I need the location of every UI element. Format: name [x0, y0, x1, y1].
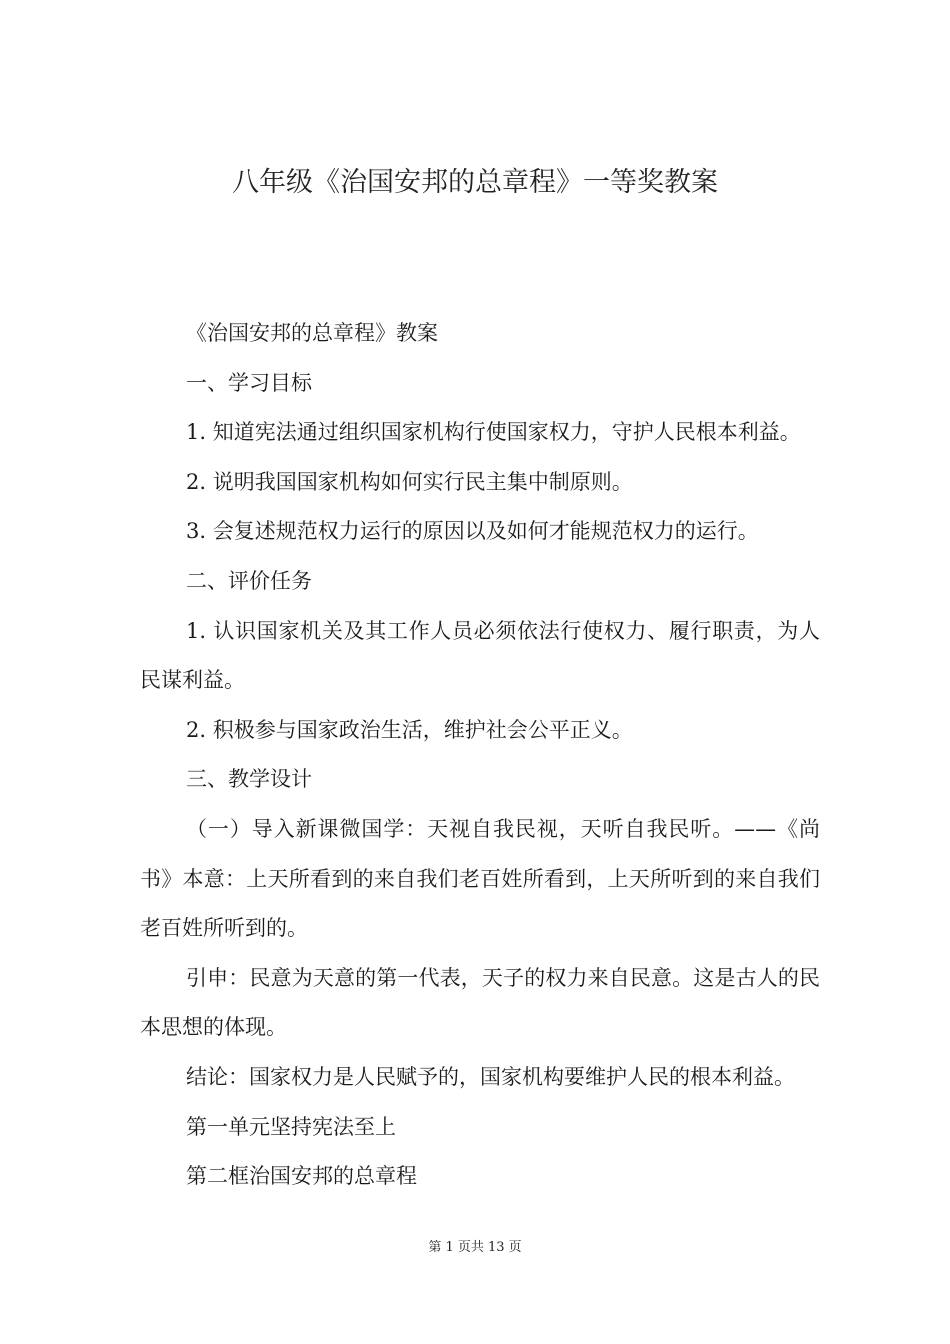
list-item-task-2 [140, 706, 820, 756]
paragraph-text: 第一单元坚持宪法至上 [186, 1114, 396, 1139]
paragraph-text: 《治国安邦的总章程》教案 [186, 321, 438, 345]
list-item-task-1 [140, 607, 820, 706]
list-number: 2. [186, 469, 207, 494]
paragraph-text: 认识国家机关及其工作人员必须依法行使权力、履行职责，为人民谋利益。 [140, 618, 820, 693]
heading-teaching-design [140, 755, 820, 805]
document-body [140, 309, 820, 1202]
list-item-goal-2 [140, 458, 820, 508]
paragraph-unit-title [140, 1103, 820, 1153]
paragraph-lesson-title [140, 309, 820, 359]
paragraph-text: 会复述规范权力运行的原因以及如何才能规范权力的运行。 [212, 519, 759, 544]
paragraph-conclusion [140, 1053, 820, 1103]
list-number: 2. [186, 717, 207, 742]
list-number: 3. [186, 519, 207, 544]
list-item-goal-3 [140, 507, 820, 557]
paragraph-text: 三、教学设计 [186, 767, 312, 792]
page-number-footer: 第 1 页共 13 页 [428, 1240, 522, 1255]
list-item-goal-1 [140, 408, 820, 458]
paragraph-text: 二、评价任务 [186, 568, 312, 593]
paragraph-text: （一）导入新课微国学：天视自我民视，天听自我民听。——《尚书》本意：上天所看到的来自我们老百姓所看到，上天所听到的来自我们老百姓所听到的。 [140, 816, 820, 941]
paragraph-text: 积极参与国家政治生活，维护社会公平正义。 [212, 717, 633, 742]
paragraph-text: 引申：民意为天意的第一代表，天子的权力来自民意。这是古人的民本思想的体现。 [140, 965, 820, 1040]
document-title: 八年级《治国安邦的总章程》一等奖教案 [232, 167, 718, 198]
list-number: 1. [186, 618, 207, 643]
heading-learning-goals [140, 359, 820, 409]
list-number: 1. [186, 420, 207, 445]
heading-evaluation-tasks [140, 557, 820, 607]
paragraph-text: 一、学习目标 [186, 370, 312, 395]
paragraph-text: 说明我国国家机构如何实行民主集中制原则。 [212, 469, 633, 494]
paragraph-text: 第二框治国安邦的总章程 [186, 1164, 417, 1189]
paragraph-extension [140, 954, 820, 1053]
paragraph-text: 结论：国家权力是人民赋予的，国家机构要维护人民的根本利益。 [186, 1064, 795, 1089]
paragraph-introduction [140, 805, 820, 954]
paragraph-text: 知道宪法通过组织国家机构行使国家权力，守护人民根本利益。 [212, 420, 801, 445]
paragraph-section-title [140, 1152, 820, 1202]
